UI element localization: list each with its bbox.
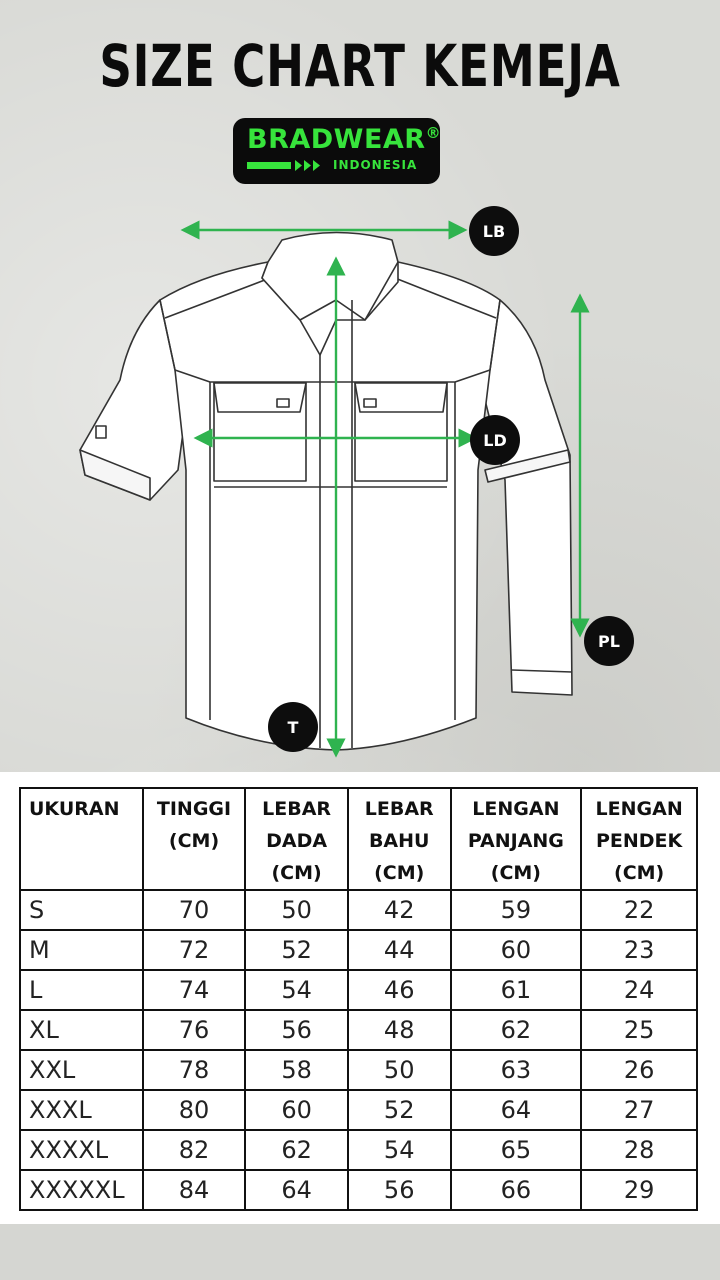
cell-tinggi: 82	[143, 1130, 246, 1170]
cell-lebar-dada: 58	[245, 1050, 348, 1090]
cell-tinggi: 70	[143, 890, 246, 930]
size-table-panel	[0, 772, 720, 1224]
cell-lebar-bahu: 44	[348, 930, 451, 970]
shirt-outline	[80, 233, 572, 751]
cell-lebar-bahu: 48	[348, 1010, 451, 1050]
cell-lengan-panjang: 60	[451, 930, 582, 970]
logo-sub-text: INDONESIA	[333, 158, 418, 172]
cell-lebar-dada: 52	[245, 930, 348, 970]
cell-lengan-panjang: 64	[451, 1090, 582, 1130]
table-row	[20, 970, 697, 1010]
page-title: SIZE CHART KEMEJA	[99, 32, 621, 100]
cell-lebar-bahu: 46	[348, 970, 451, 1010]
cell-lebar-dada: 64	[245, 1170, 348, 1210]
t-badge: T	[268, 702, 318, 752]
lb-badge: LB	[469, 206, 519, 256]
cell-lengan-panjang: 61	[451, 970, 582, 1010]
cell-lebar-bahu: 54	[348, 1130, 451, 1170]
cell-lengan-panjang: 59	[451, 890, 582, 930]
cell-lebar-dada: 54	[245, 970, 348, 1010]
table-row	[20, 1130, 697, 1170]
cell-lengan-pendek: 28	[581, 1130, 697, 1170]
table-row	[20, 1010, 697, 1050]
cell-size: S	[20, 890, 143, 930]
size-table	[19, 787, 698, 1211]
cell-size: XXXXL	[20, 1130, 143, 1170]
cell-tinggi: 74	[143, 970, 246, 1010]
cell-lengan-pendek: 22	[581, 890, 697, 930]
table-row	[20, 1050, 697, 1090]
header-lengan-pendek: LENGAN PENDEK (CM)	[581, 788, 697, 890]
cell-size: XXL	[20, 1050, 143, 1090]
cell-size: XXXXXL	[20, 1170, 143, 1210]
cell-tinggi: 76	[143, 1010, 246, 1050]
ld-badge: LD	[470, 415, 520, 465]
cell-lengan-pendek: 24	[581, 970, 697, 1010]
cell-lengan-pendek: 23	[581, 930, 697, 970]
cell-lebar-dada: 56	[245, 1010, 348, 1050]
header-tinggi: TINGGI (CM)	[143, 788, 246, 890]
cell-lengan-pendek: 27	[581, 1090, 697, 1130]
table-row	[20, 1170, 697, 1210]
cell-size: XXXL	[20, 1090, 143, 1130]
cell-lebar-dada: 60	[245, 1090, 348, 1130]
table-header-row	[20, 788, 697, 890]
header-lebar-bahu: LEBAR BAHU (CM)	[348, 788, 451, 890]
cell-lebar-bahu: 50	[348, 1050, 451, 1090]
table-row	[20, 890, 697, 930]
table-row	[20, 1090, 697, 1130]
cell-lengan-panjang: 65	[451, 1130, 582, 1170]
cell-lengan-pendek: 29	[581, 1170, 697, 1210]
cell-size: L	[20, 970, 143, 1010]
cell-lengan-panjang: 66	[451, 1170, 582, 1210]
cell-lengan-panjang: 62	[451, 1010, 582, 1050]
cell-lengan-panjang: 63	[451, 1050, 582, 1090]
cell-tinggi: 72	[143, 930, 246, 970]
cell-size: M	[20, 930, 143, 970]
cell-lengan-pendek: 25	[581, 1010, 697, 1050]
cell-tinggi: 78	[143, 1050, 246, 1090]
cell-size: XL	[20, 1010, 143, 1050]
header-lebar-dada: LEBAR DADA (CM)	[245, 788, 348, 890]
header-lengan-panjang: LENGAN PANJANG (CM)	[451, 788, 582, 890]
cell-lebar-dada: 62	[245, 1130, 348, 1170]
header-ukuran: UKURAN	[20, 788, 143, 890]
cell-lebar-bahu: 52	[348, 1090, 451, 1130]
bottom-texture-strip	[0, 1224, 720, 1280]
cell-tinggi: 80	[143, 1090, 246, 1130]
pl-badge: PL	[584, 616, 634, 666]
cell-lebar-bahu: 56	[348, 1170, 451, 1210]
cell-lebar-bahu: 42	[348, 890, 451, 930]
table-row	[20, 930, 697, 970]
cell-lengan-pendek: 26	[581, 1050, 697, 1090]
cell-lebar-dada: 50	[245, 890, 348, 930]
logo-brand-text: BRADWEAR®	[247, 124, 442, 155]
cell-tinggi: 84	[143, 1170, 246, 1210]
